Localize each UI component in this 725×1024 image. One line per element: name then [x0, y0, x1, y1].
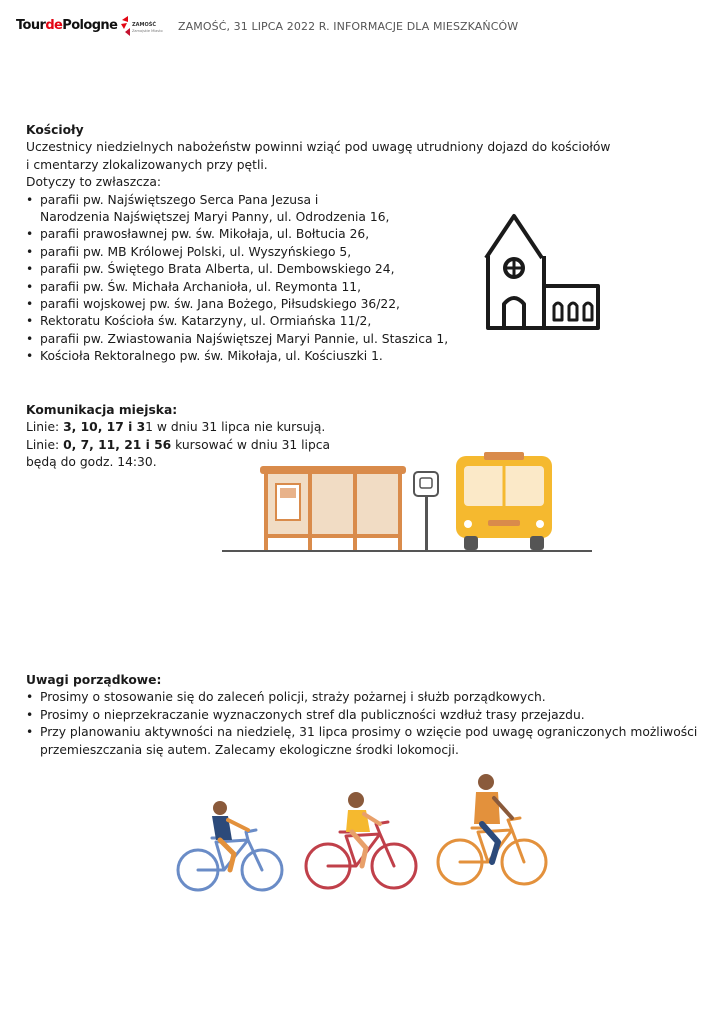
list-item: • parafii pw. Św. Michała Archanioła, ul. Reymonta 11,	[26, 279, 626, 296]
header-title: ZAMOŚĆ, 31 LIPCA 2022 R. INFORMACJE DLA MIESZKAŃCÓW	[178, 20, 519, 33]
order-list	[26, 689, 716, 759]
list-item: • Przy planowaniu aktywności na niedzielę, 31 lipca prosimy o wzięcie pod uwagę ograniczonych możliwości przemieszczania się autem. Zalecamy ekologiczne środki lokomocji.	[26, 724, 716, 759]
list-item: • Kościoła Rektoralnego pw. św. Mikołaja, ul. Kościuszki 1.	[26, 348, 626, 365]
transport-heading: Komunikacja miejska:	[26, 403, 178, 417]
list-item: • parafii prawosławnej pw. św. Mikołaja, ul. Bołtucia 26,	[26, 226, 626, 243]
churches-heading: Kościoły	[26, 123, 84, 137]
rider-1	[212, 801, 248, 870]
churches-intro-line2: i cmentarzy zlokalizowanych przy pętli.	[26, 157, 268, 172]
list-item: • parafii pw. Zwiastowania Najświętszej Maryi Pannie, ul. Staszica 1,	[26, 331, 626, 348]
churches-concerns: Dotyczy to zwłaszcza:	[26, 175, 162, 190]
order-section	[26, 672, 716, 759]
list-item: • parafii pw. Najświętszego Serca Pana Jezusa i Narodzenia Najświętszej Maryi Panny, ul. Odrodzenia 16,	[26, 192, 626, 227]
list-item: • Rektoratu Kościoła św. Katarzyny, ul. Ormiańska 11/2,	[26, 313, 626, 330]
transport-line-2: Linie: 0, 7, 11, 21 i 56 kursować w dniu 31 lipca	[26, 437, 331, 452]
transport-line-3: będą do godz. 14:30.	[26, 455, 157, 470]
tour-de-pologne-logo: TourdePologne	[16, 18, 118, 33]
church-icon	[480, 210, 604, 334]
list-item: • parafii pw. MB Królowej Polski, ul. Wyszyńskiego 5,	[26, 244, 626, 261]
list-item: • parafii pw. Świętego Brata Alberta, ul. Dembowskiego 24,	[26, 261, 626, 278]
list-item: • Prosimy o nieprzekraczanie wyznaczonych stref dla publiczności wzdłuż trasy przejazdu.	[26, 707, 716, 724]
cyclists-illustration	[176, 770, 550, 900]
list-item: • parafii wojskowej pw. św. Jana Bożego, Piłsudskiego 36/22,	[26, 296, 626, 313]
svg-text:Zamojskie Miasto: Zamojskie Miasto	[132, 29, 163, 33]
order-heading: Uwagi porządkowe:	[26, 673, 162, 687]
cyclist-3	[438, 818, 546, 884]
zamosc-logo	[118, 14, 166, 42]
transport-line-1: Linie: 3, 10, 17 i 31 w dniu 31 lipca nie kursują.	[26, 420, 326, 435]
svg-text:ZAMOŚĆ: ZAMOŚĆ	[132, 22, 156, 28]
bus-stop-illustration	[222, 450, 594, 556]
list-item: • Prosimy o stosowanie się do zaleceń policji, straży pożarnej i służb porządkowych.	[26, 689, 716, 706]
churches-intro-line1: Uczestnicy niedzielnych nabożeństw powinni wziąć pod uwagę utrudniony dojazd do kościołów	[26, 140, 611, 155]
page-header	[16, 14, 716, 42]
